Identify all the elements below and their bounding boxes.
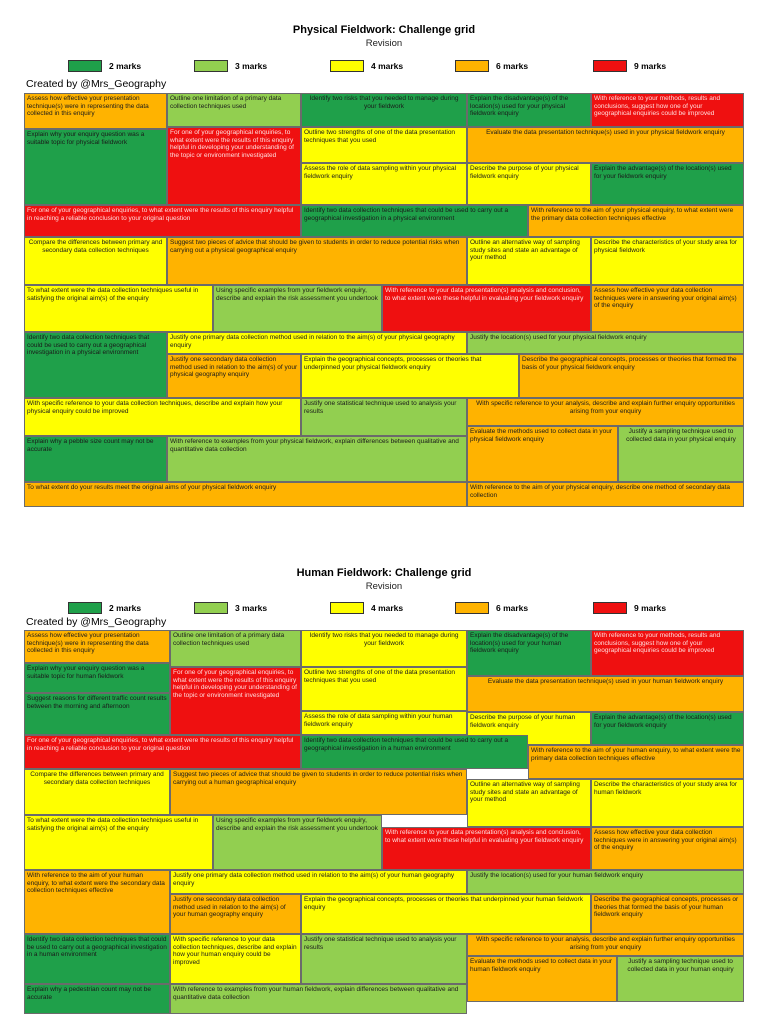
- grid-cell: With reference to the aim of your human enquiry, to what extent were the primary data collection techniques effective: [528, 745, 744, 779]
- grid-cell: Evaluate the data presentation technique(s) used in your physical fieldwork enquiry: [467, 127, 744, 163]
- human-section: [0, 560, 768, 1024]
- grid-cell: Assess how effective your presentation technique(s) were in representing the data collected in this enquiry: [24, 93, 167, 129]
- legend-item: [68, 601, 141, 615]
- grid-cell: Suggest two pieces of advice that should be given to students in order to reduce potential risks when carrying out a physical geographical enquiry: [167, 237, 467, 285]
- grid-cell: Explain why a pedestrian count may not be accurate: [24, 984, 170, 1014]
- legend-item: [194, 601, 267, 615]
- legend-item: [330, 601, 403, 615]
- grid-cell: Justify one secondary data collection method used in relation to the aim(s) of your human geography enquiry: [170, 894, 301, 934]
- grid-cell: Identify two data collection techniques that could be used to carry out a geographical investigation in a physical environment: [24, 332, 167, 398]
- grid-cell: Justify a sampling technique used to collected data in your physical enquiry: [618, 426, 744, 482]
- legend-item: [455, 601, 528, 615]
- grid-cell: For one of your geographical enquiries, to what extent were the results of this enquiry helpful in reaching a reliable conclusion to your original question: [24, 205, 301, 237]
- legend-swatch: [330, 60, 364, 72]
- grid-cell: Identify two risks that you needed to manage during your fieldwork: [301, 630, 467, 667]
- grid-cell: For one of your geographical enquiries, to what extent were the results of this enquiry helpful in developing your understanding of the topic or environment investigated: [170, 667, 301, 735]
- grid-cell: To what extent were the data collection techniques useful in satisfying the original aim(s) of the enquiry: [24, 285, 213, 332]
- grid-cell: Explain why a pebble size count may not be accurate: [24, 436, 167, 482]
- grid-cell: Explain the geographical concepts, processes or theories that underpinned your human fieldwork enquiry: [301, 894, 591, 934]
- grid-cell: Assess how effective your presentation technique(s) were in representing the data collected in this enquiry: [24, 630, 170, 663]
- grid-cell: Justify one primary data collection method used in relation to the aim(s) of your human geography enquiry: [170, 870, 467, 894]
- legend-label: 3 marks: [235, 603, 268, 613]
- legend-item: [593, 601, 666, 615]
- grid-cell: Justify a sampling technique used to collected data in your human enquiry: [617, 956, 744, 1002]
- legend-label: 6 marks: [496, 61, 529, 71]
- legend-item: [455, 59, 528, 73]
- grid-cell: Identify two data collection techniques that could be used to carry out a geographical investigation in a human environment: [301, 735, 528, 769]
- grid-cell: With reference to your methods, results and conclusions, suggest how one of your geographical enquiries could be improved: [591, 630, 744, 676]
- grid-cell: Outline two strengths of one of the data presentation techniques that you used: [301, 127, 467, 163]
- credit-text: Created by @Mrs_Geography: [26, 78, 167, 90]
- legend-swatch: [593, 602, 627, 614]
- grid-cell: Suggest two pieces of advice that should be given to students in order to reduce potential risks when carrying out a human geographical enquiry: [170, 769, 467, 815]
- legend-swatch: [68, 602, 102, 614]
- grid-cell: Compare the differences between primary and secondary data collection techniques: [24, 769, 170, 815]
- grid-cell: Justify one statistical technique used to analysis your results: [301, 398, 467, 436]
- grid-cell: Assess how effective your data collection techniques were in answering your original aim(s) of the enquiry: [591, 827, 744, 870]
- legend-swatch: [593, 60, 627, 72]
- grid-cell: Compare the differences between primary and secondary data collection techniques: [24, 237, 167, 285]
- credit-text: Created by @Mrs_Geography: [26, 616, 167, 628]
- grid-cell: With reference to the aim of your physical enquiry, describe one method of secondary data collection: [467, 482, 744, 507]
- grid-cell: With reference to examples from your human fieldwork, explain differences between qualitative and quantitative data collection: [170, 984, 467, 1014]
- legend-label: 4 marks: [371, 61, 404, 71]
- grid-cell: Identify two data collection techniques that could be used to carry out a geographical investigation in a human environment: [24, 934, 170, 984]
- grid-cell: Outline two strengths of one of the data presentation techniques that you used: [301, 667, 467, 711]
- grid-cell: Justify the location(s) used for your physical fieldwork enquiry: [467, 332, 744, 354]
- page-subtitle: Revision: [365, 581, 403, 592]
- grid-cell: Outline one limitation of a primary data collection techniques used: [170, 630, 301, 667]
- grid-cell: Explain why your enquiry question was a suitable topic for physical fieldwork: [24, 129, 167, 205]
- grid-cell: Justify one statistical technique used to analysis your results: [301, 934, 467, 984]
- grid-cell: Using specific examples from your fieldwork enquiry, describe and explain the risk assessment you undertook: [213, 815, 382, 870]
- challenge-grid: [24, 630, 744, 1024]
- grid-cell: With specific reference to your analysis, describe and explain further enquiry opportunities arising from your enquiry: [467, 398, 744, 426]
- grid-cell: To what extent were the data collection techniques useful in satisfying the original aim(s) of the enquiry: [24, 815, 213, 870]
- grid-cell: Describe the geographical concepts, processes or theories that formed the basis of your human fieldwork enquiry: [591, 894, 744, 934]
- legend-label: 2 marks: [109, 603, 142, 613]
- grid-cell: Justify one secondary data collection method used in relation to the aim(s) of your physical geography enquiry: [167, 354, 301, 398]
- legend-label: 6 marks: [496, 603, 529, 613]
- grid-cell: Assess how effective your data collection techniques were in answering your original aim(s) of the enquiry: [591, 285, 744, 332]
- grid-cell: With specific reference to your data collection techniques, describe and explain how your physical enquiry could be improved: [24, 398, 301, 436]
- grid-cell: Evaluate the methods used to collect data in your physical fieldwork enquiry: [467, 426, 618, 482]
- grid-cell: Assess the role of data sampling within your physical fieldwork enquiry: [301, 163, 467, 205]
- grid-cell: Explain why your enquiry question was a suitable topic for human fieldwork: [24, 663, 170, 693]
- grid-cell: Explain the geographical concepts, processes or theories that underpinned your physical fieldwork enquiry: [301, 354, 519, 398]
- grid-cell: Describe the geographical concepts, processes or theories that formed the basis of your physical fieldwork enquiry: [519, 354, 744, 398]
- grid-cell: Outline an alternative way of sampling study sites and state an advantage of your method: [467, 237, 591, 285]
- legend-swatch: [455, 602, 489, 614]
- grid-cell: Explain the disadvantage(s) of the location(s) used for your human fieldwork enquiry: [467, 630, 591, 676]
- legend-label: 4 marks: [371, 603, 404, 613]
- legend-swatch: [194, 60, 228, 72]
- grid-cell: Describe the characteristics of your study area for physical fieldwork: [591, 237, 744, 285]
- grid-cell: With specific reference to your data collection techniques, describe and explain how your human enquiry could be improved: [170, 934, 301, 984]
- legend: [0, 601, 768, 615]
- legend-item: [194, 59, 267, 73]
- grid-cell: Using specific examples from your fieldwork enquiry, describe and explain the risk assessment you undertook: [213, 285, 382, 332]
- grid-cell: With reference to your data presentation(s) analysis and conclusion, to what extent were these helpful in evaluating your fieldwork enquiry: [382, 285, 591, 332]
- grid-cell: Outline an alternative way of sampling study sites and state an advantage of your method: [467, 779, 591, 827]
- page-title: Physical Fieldwork: Challenge grid: [292, 24, 476, 36]
- grid-cell: With reference to examples from your physical fieldwork, explain differences between qualitative and quantitative data collection: [167, 436, 467, 482]
- legend-label: 2 marks: [109, 61, 142, 71]
- challenge-grid: [24, 93, 744, 507]
- legend-swatch: [330, 602, 364, 614]
- grid-cell: Evaluate the data presentation technique(s) used in your human fieldwork enquiry: [467, 676, 744, 712]
- grid-cell: Describe the purpose of your physical fieldwork enquiry: [467, 163, 591, 205]
- legend-swatch: [455, 60, 489, 72]
- legend-label: 9 marks: [634, 61, 667, 71]
- grid-cell: With reference to the aim of your human enquiry, to what extent were the secondary data collection techniques effective: [24, 870, 170, 934]
- legend-label: 3 marks: [235, 61, 268, 71]
- grid-cell: Explain the advantage(s) of the location(s) used for your fieldwork enquiry: [591, 712, 744, 745]
- grid-cell: Justify the location(s) used for your human fieldwork enquiry: [467, 870, 744, 894]
- grid-cell: For one of your geographical enquiries, to what extent were the results of this enquiry helpful in reaching a reliable conclusion to your original question: [24, 735, 301, 769]
- legend-swatch: [194, 602, 228, 614]
- grid-cell: Assess the role of data sampling within your human fieldwork enquiry: [301, 711, 467, 735]
- page-title: Human Fieldwork: Challenge grid: [296, 567, 472, 579]
- grid-cell: With reference to the aim of your physical enquiry, to what extent were the primary data collection techniques effective: [528, 205, 744, 237]
- grid-cell: Evaluate the methods used to collect data in your human fieldwork enquiry: [467, 956, 617, 1002]
- grid-cell: Explain the advantage(s) of the location(s) used for your fieldwork enquiry: [591, 163, 744, 205]
- grid-cell: Outline one limitation of a primary data collection techniques used: [167, 93, 301, 127]
- legend: [0, 59, 768, 73]
- legend-swatch: [68, 60, 102, 72]
- grid-cell: Identify two data collection techniques that could be used to carry out a geographical investigation in a physical environment: [301, 205, 528, 237]
- grid-cell: Explain the disadvantage(s) of the location(s) used for your physical fieldwork enquiry: [467, 93, 591, 127]
- grid-cell: For one of your geographical enquiries, to what extent were the results of this enquiry helpful in developing your understanding of the topic or environment investigated: [167, 127, 301, 205]
- grid-cell: With reference to your data presentation(s) analysis and conclusion, to what extent were these helpful in evaluating your fieldwork enquiry: [382, 827, 591, 870]
- grid-cell: Suggest reasons for different traffic count results between the morning and afternoon: [24, 693, 170, 735]
- legend-item: [330, 59, 403, 73]
- grid-cell: With reference to your methods, results and conclusions, suggest how one of your geographical enquiries could be improved: [591, 93, 744, 127]
- legend-item: [68, 59, 141, 73]
- grid-cell: To what extent do your results meet the original aims of your physical fieldwork enquiry: [24, 482, 467, 507]
- legend-item: [593, 59, 666, 73]
- legend-label: 9 marks: [634, 603, 667, 613]
- grid-cell: Describe the purpose of your human fieldwork enquiry: [467, 712, 591, 745]
- grid-cell: Justify one primary data collection method used in relation to the aim(s) of your physical geography enquiry: [167, 332, 467, 354]
- grid-cell: With specific reference to your analysis, describe and explain further enquiry opportunities arising from your enquiry: [467, 934, 744, 956]
- page-subtitle: Revision: [365, 38, 403, 49]
- grid-cell: Identify two risks that you needed to manage during your fieldwork: [301, 93, 467, 127]
- grid-cell: Describe the characteristics of your study area for human fieldwork: [591, 779, 744, 827]
